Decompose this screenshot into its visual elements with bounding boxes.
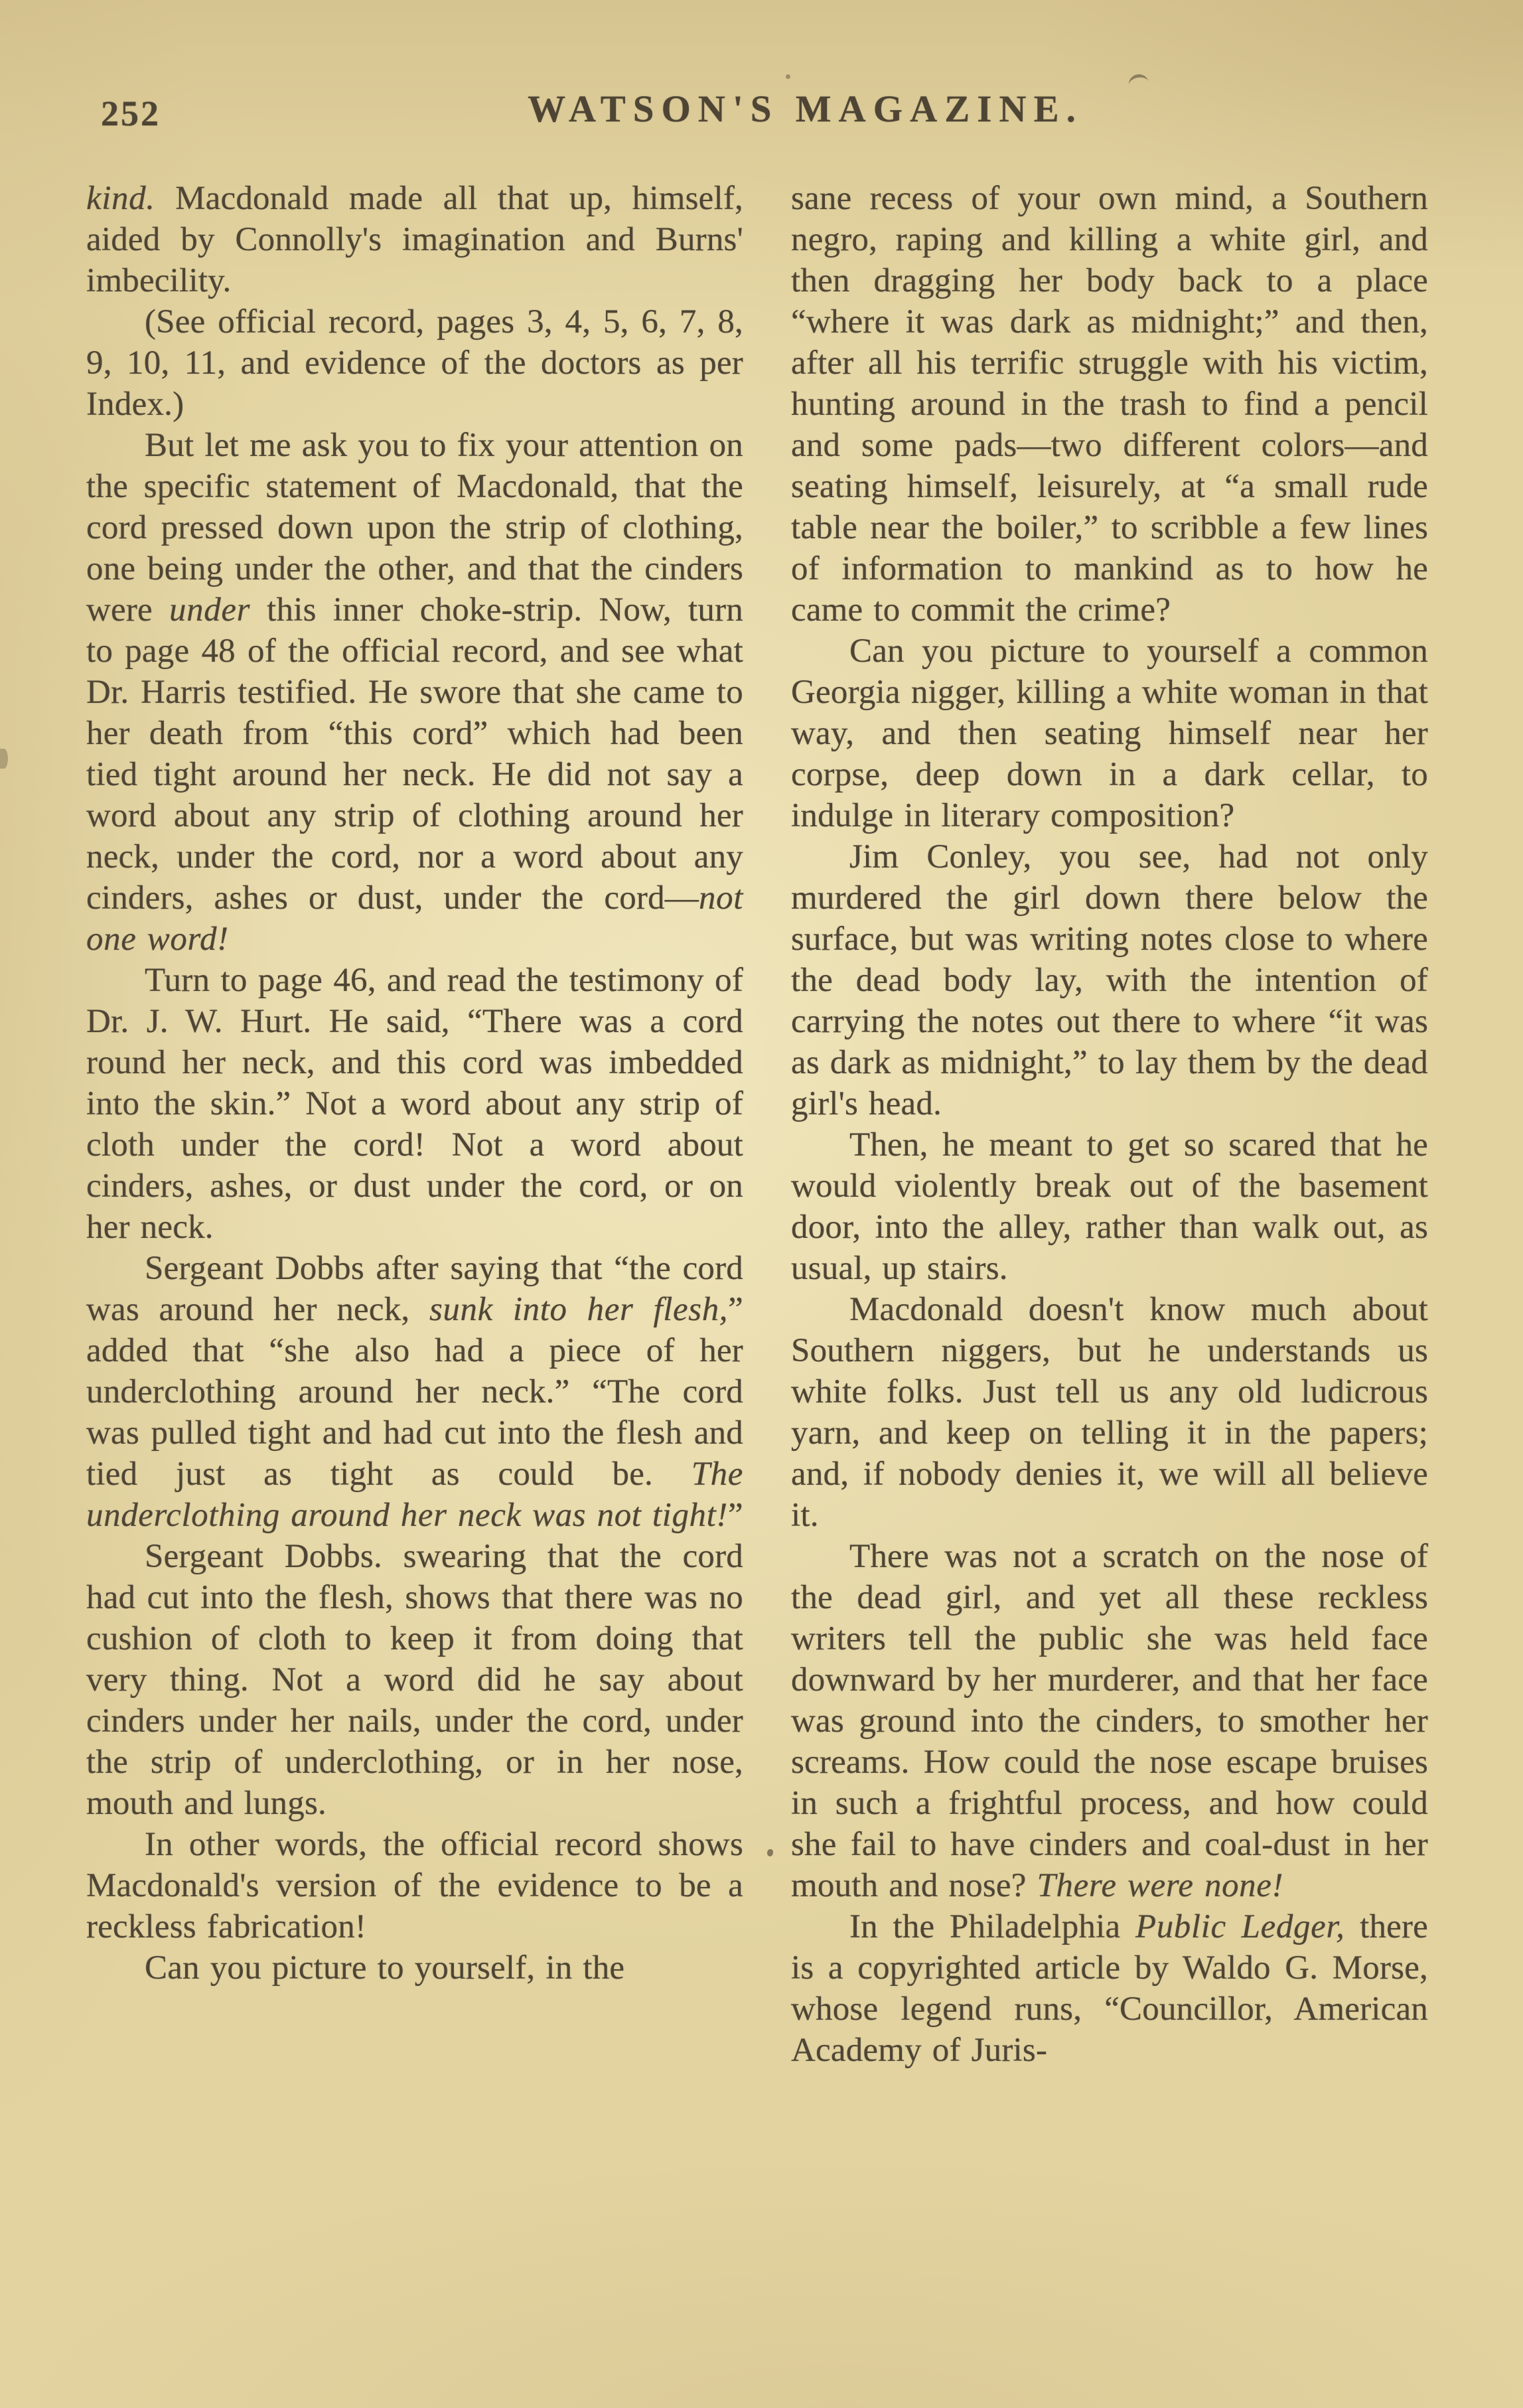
italic-run: Public Ledger,	[1135, 1908, 1345, 1945]
paragraph	[791, 631, 1428, 836]
italic-run: not one word!	[86, 879, 743, 958]
text-run: Macdonald made all that up, himself, aided by Connolly's imagination and Burns' imbecility.	[86, 180, 743, 299]
ink-dot-blemish	[786, 74, 790, 79]
magazine-title: WATSON'S MAGAZINE.	[528, 88, 1083, 130]
paragraph	[86, 1824, 743, 1947]
paragraph	[791, 1536, 1428, 1906]
text-run: sane recess of your own mind, a Southern negro, raping and killing a white girl, and then dragging her body back to a place “where it was dark as midnight;” and then, after all his terrific struggle with his victim, hunting around in the trash to find a pencil and some pads—two different colors—and seating himself, leisurely, at “a small rude table near the boiler,” to scribble a few lines of information to mankind as to how he came to commit the crime?	[791, 180, 1428, 629]
text-run: (See official record, pages 3, 4, 5, 6, 7, 8, 9, 10, 11, and evidence of the doctors as per Index.)	[86, 303, 743, 423]
text-run: Can you picture to yourself a common Georgia nigger, killing a white woman in that way, and then seating himself near her corpse, deep down in a dark cellar, to indulge in literary composition?	[791, 633, 1428, 834]
text-run: In the Philadelphia	[849, 1908, 1135, 1945]
ink-squiggle-blemish	[1127, 73, 1149, 88]
text-run: ”	[728, 1497, 743, 1534]
page-edge-blemish	[0, 749, 8, 769]
text-run: there is a copyrighted article by Waldo G. Morse, whose legend runs, “Councillor, American Academy of Juris-	[791, 1908, 1428, 2069]
paragraph	[86, 960, 743, 1248]
text-run: Sergeant Dobbs. swearing that the cord had cut into the flesh, shows that there was no cushion of cloth to keep it from doing that very thing. Not a word did he say about cinders under her nails, under the cord, under the strip of underclothing, or in her nose, mouth and lungs.	[86, 1538, 743, 1822]
italic-run: under	[169, 591, 251, 629]
paragraph	[86, 301, 743, 425]
italic-run: The underclothing around her neck was not tight!	[86, 1456, 743, 1534]
paragraph	[791, 1124, 1428, 1289]
text-run: Jim Conley, you see, had not only murdered the girl down there below the surface, but was writing notes close to where the dead body lay, with the intention of carrying the notes out there to where “it was as dark as midnight,” to lay them by the dead girl's head.	[791, 838, 1428, 1122]
italic-run: There were none!	[1037, 1867, 1284, 1904]
text-run: There was not a scratch on the nose of the dead girl, and yet all these reckless writers tell the public she was held face downward by her murderer, and that her face was ground into the cinders, to smother her screams. How could the nose escape bruises in such a frightful process, and how could she fail to have cinders and coal-dust in her mouth and nose?	[791, 1538, 1428, 1904]
left-text-column	[86, 178, 743, 1989]
paragraph	[86, 1248, 743, 1536]
text-run: In other words, the official record shows Macdonald's version of the evidence to be a reckless fabrication!	[86, 1826, 743, 1945]
text-run: Macdonald doesn't know much about Southern niggers, but he understands us white folks. Just tell us any old ludicrous yarn, and keep on telling it in the papers; and, if nobody denies it, we will all believe it.	[791, 1291, 1428, 1534]
paragraph	[86, 1947, 743, 1989]
paragraph	[86, 178, 743, 301]
text-run: Turn to page 46, and read the testimony of Dr. J. W. Hurt. He said, “There was a cord round her neck, and this cord was imbedded into the skin.” Not a word about any strip of cloth under the cord! Not a word about cinders, ashes, or dust under the cord, or on her neck.	[86, 962, 743, 1246]
text-run: ” added that “she also had a piece of her underclothing around her neck.” “The cord was pulled tight and had cut into the flesh and tied just as tight as could be.	[86, 1291, 743, 1493]
paragraph	[791, 178, 1428, 631]
paragraph	[86, 1536, 743, 1824]
ink-speck-blemish	[767, 1849, 773, 1856]
paragraph	[791, 1906, 1428, 2071]
paragraph	[791, 836, 1428, 1124]
text-run: Sergeant Dobbs after saying that “the cord was around her neck,	[86, 1250, 743, 1328]
page-number: 252	[101, 94, 161, 133]
right-text-column	[791, 178, 1428, 2071]
paragraph	[791, 1289, 1428, 1536]
italic-run: sunk into her flesh,	[429, 1291, 729, 1328]
italic-run: kind.	[86, 180, 155, 217]
text-run: Can you picture to yourself, in the	[145, 1949, 625, 1987]
page-header	[0, 88, 1523, 134]
text-run: But let me ask you to fix your attention on the specific statement of Macdonald, that the cord pressed down upon the strip of clothing, one being under the other, and that the cinders were	[86, 427, 743, 629]
text-run: this inner choke-strip. Now, turn to page 48 of the official record, and see what Dr. Harris testified. He swore that she came to her death from “this cord” which had been tied tight around her neck. He did not say a word about any strip of clothing around her neck, under the cord, nor a word about any cinders, ashes or dust, under the cord—	[86, 591, 743, 917]
paragraph	[86, 425, 743, 960]
text-run: Then, he meant to get so scared that he would violently break out of the basement door, into the alley, rather than walk out, as usual, up stairs.	[791, 1126, 1428, 1287]
